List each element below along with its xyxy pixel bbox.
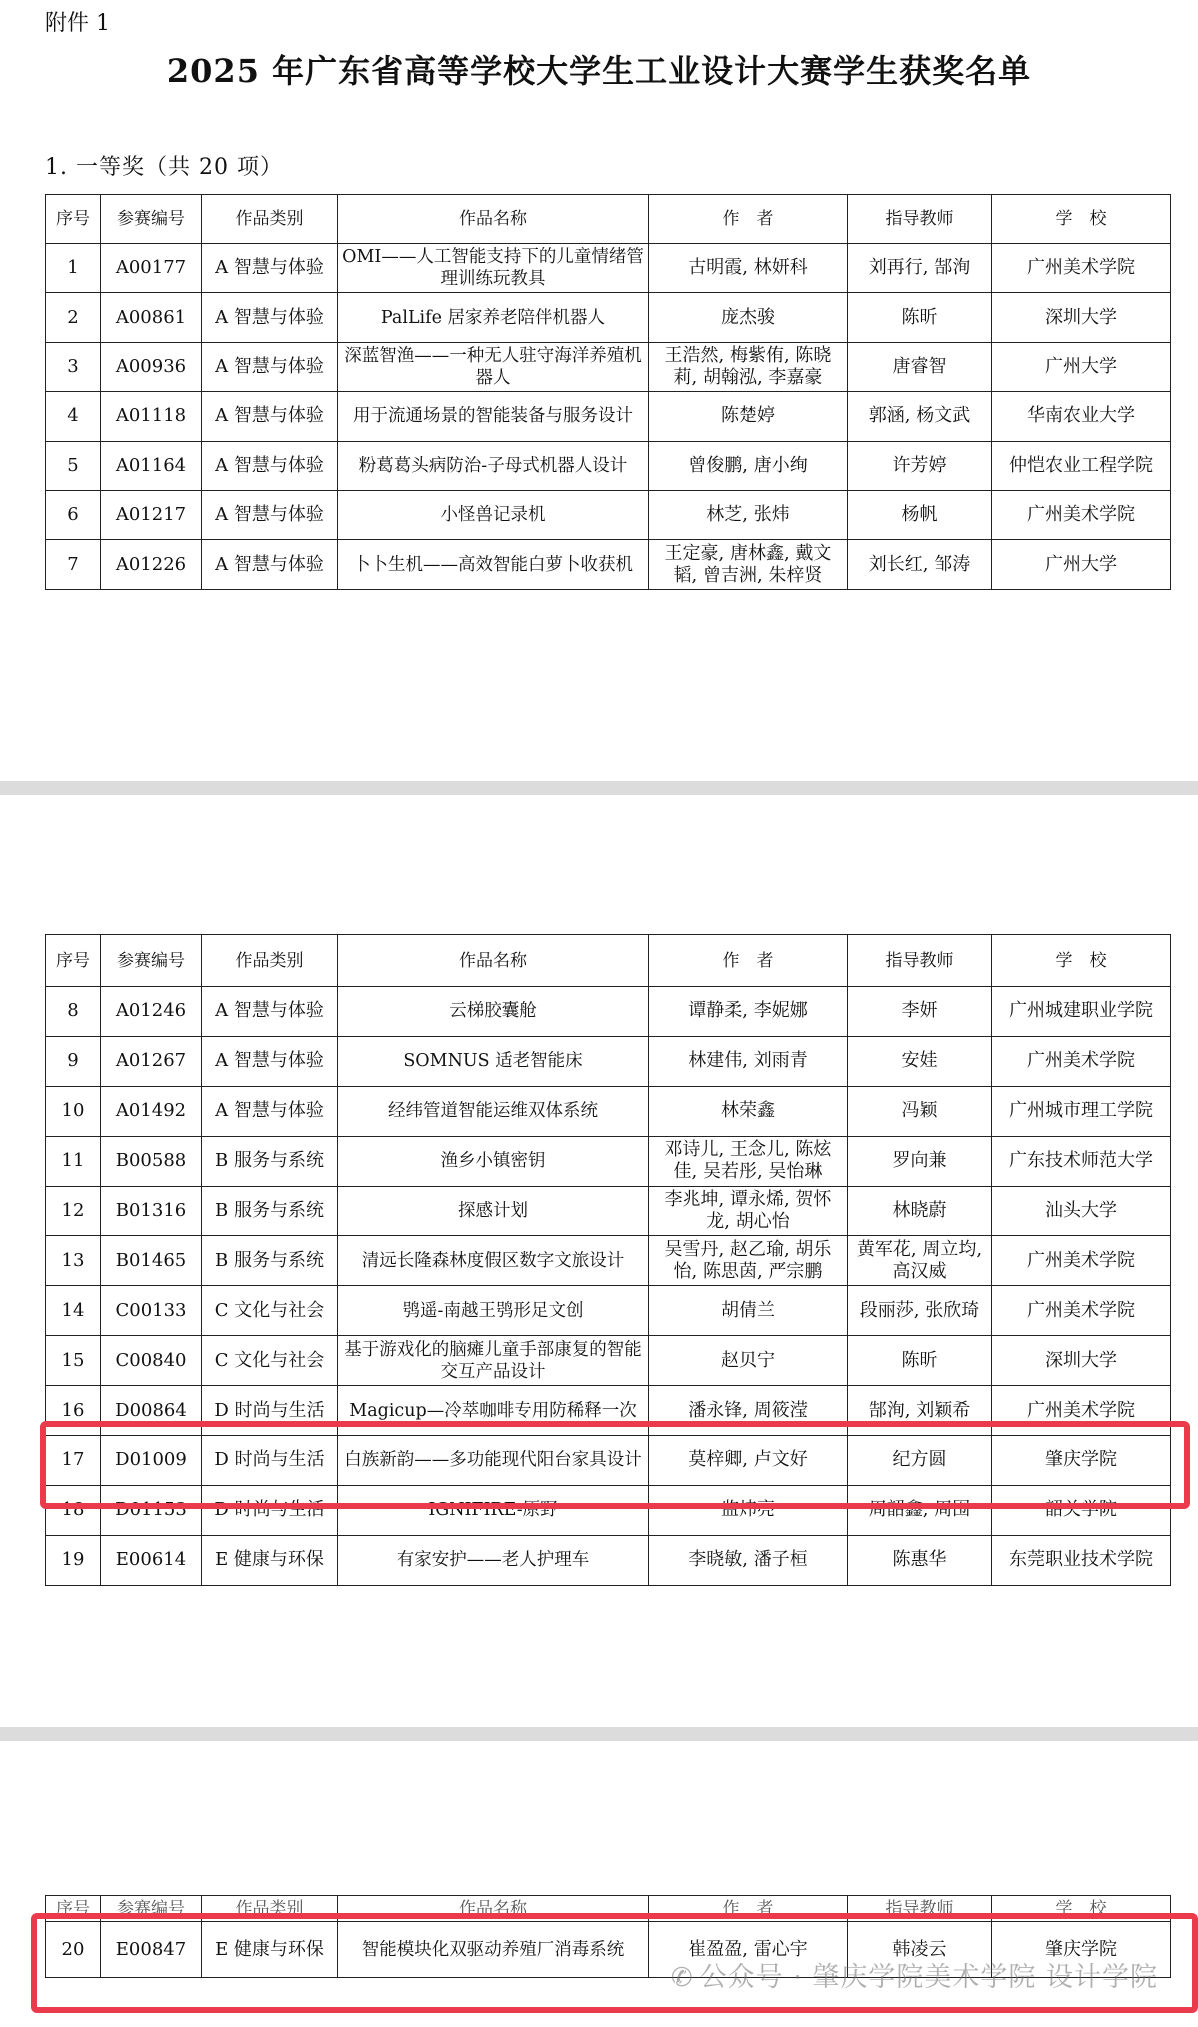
cell-entry-id: A00177 — [101, 244, 202, 293]
cell-number: 2 — [46, 293, 101, 342]
cell-number: 20 — [46, 1922, 101, 1978]
cell-authors: 吴雪丹, 赵乙瑜, 胡乐怡, 陈思茵, 严宗鹏 — [649, 1236, 848, 1286]
page-separator — [0, 781, 1198, 795]
table-header-row — [46, 935, 1171, 987]
cell-advisors: 纪方圆 — [848, 1436, 992, 1486]
table-row — [46, 1036, 1171, 1086]
table-row — [46, 1485, 1171, 1535]
cell-authors: 邓诗儿, 王念儿, 陈炫佳, 吴若彤, 吴怡琳 — [649, 1136, 848, 1186]
cell-advisors: 周韶鑫, 周围 — [848, 1485, 992, 1535]
cell-work-title: 小怪兽记录机 — [338, 490, 649, 539]
cell-number: 1 — [46, 244, 101, 293]
cell-authors: 谭静柔, 李妮娜 — [649, 987, 848, 1037]
cell-number: 7 — [46, 540, 101, 589]
cell-entry-id: A01164 — [101, 441, 202, 490]
cell-entry-id: A00936 — [101, 342, 202, 391]
cell-authors: 曾俊鹏, 唐小绚 — [649, 441, 848, 490]
cell-entry-id: C00133 — [101, 1286, 202, 1336]
table-row — [46, 392, 1171, 441]
cell-work-title: 用于流通场景的智能装备与服务设计 — [338, 392, 649, 441]
cell-number: 17 — [46, 1436, 101, 1486]
cell-category: B 服务与系统 — [202, 1236, 338, 1286]
cell-authors: 莫梓卿, 卢文好 — [649, 1436, 848, 1486]
cell-school: 广州大学 — [992, 540, 1171, 589]
cell-entry-id: D01009 — [101, 1436, 202, 1486]
cell-advisors: 许芳婷 — [848, 441, 992, 490]
cell-school: 华南农业大学 — [992, 392, 1171, 441]
column-header: 参赛编号 — [101, 195, 202, 244]
cell-number: 15 — [46, 1336, 101, 1386]
cell-work-title: OMI——人工智能支持下的儿童情绪管理训练玩教具 — [338, 244, 649, 293]
cell-work-title: SOMNUS 适老智能床 — [338, 1036, 649, 1086]
cell-category: A 智慧与体验 — [202, 441, 338, 490]
cell-authors: 王定豪, 唐林鑫, 戴文韬, 曾吉洲, 朱梓贤 — [649, 540, 848, 589]
cell-number: 19 — [46, 1535, 101, 1585]
table-row — [46, 1386, 1171, 1436]
cell-entry-id: B00588 — [101, 1136, 202, 1186]
cell-authors: 古明霞, 林妍科 — [649, 244, 848, 293]
cell-advisors: 冯颖 — [848, 1086, 992, 1136]
table-row — [46, 540, 1171, 589]
page-title: 2025 年广东省高等学校大学生工业设计大赛学生获奖名单 — [166, 52, 1032, 90]
cell-authors: 林建伟, 刘雨青 — [649, 1036, 848, 1086]
column-header: 作 者 — [649, 195, 848, 244]
cell-advisors: 韩凌云 — [848, 1922, 992, 1978]
cell-authors: 崔盈盈, 雷心宇 — [649, 1922, 848, 1978]
cell-entry-id: B01465 — [101, 1236, 202, 1286]
table-row — [46, 987, 1171, 1037]
cell-entry-id: E00614 — [101, 1535, 202, 1585]
table-row — [46, 1286, 1171, 1336]
cell-authors: 监炜亮 — [649, 1485, 848, 1535]
awards-table-page-2 — [45, 934, 1171, 1586]
cell-school: 深圳大学 — [992, 293, 1171, 342]
cell-authors: 赵贝宁 — [649, 1336, 848, 1386]
cell-authors: 李晓敏, 潘子桓 — [649, 1535, 848, 1585]
column-header: 序号 — [46, 935, 101, 987]
wechat-icon: ✆ — [670, 1963, 694, 1993]
cell-number: 12 — [46, 1186, 101, 1236]
cell-school: 汕头大学 — [992, 1186, 1171, 1236]
cell-school: 广州美术学院 — [992, 1286, 1171, 1336]
cell-number: 11 — [46, 1136, 101, 1186]
cell-advisors: 陈惠华 — [848, 1535, 992, 1585]
cell-work-title: 卜卜生机——高效智能白萝卜收获机 — [338, 540, 649, 589]
cell-entry-id: A01217 — [101, 490, 202, 539]
cell-work-title: PalLife 居家养老陪伴机器人 — [338, 293, 649, 342]
cell-work-title: 经纬管道智能运维双体系统 — [338, 1086, 649, 1136]
table-row — [46, 1236, 1171, 1286]
cell-work-title: 探感计划 — [338, 1186, 649, 1236]
table-row — [46, 1086, 1171, 1136]
table-row — [46, 1186, 1171, 1236]
cell-entry-id: E00847 — [101, 1922, 202, 1978]
cell-advisors: 陈昕 — [848, 1336, 992, 1386]
watermark-text: 公众号 · 肇庆学院美术学院 设计学院 — [699, 1962, 1158, 1993]
table-row — [46, 1436, 1171, 1486]
cell-school: 肇庆学院 — [992, 1922, 1171, 1978]
cell-school: 广州城市理工学院 — [992, 1086, 1171, 1136]
cell-entry-id: A01267 — [101, 1036, 202, 1086]
cell-category: A 智慧与体验 — [202, 293, 338, 342]
column-header: 作 者 — [649, 1896, 848, 1922]
cell-authors: 王浩然, 梅紫侑, 陈晓莉, 胡翰泓, 李嘉豪 — [649, 342, 848, 391]
cell-school: 广州美术学院 — [992, 490, 1171, 539]
cell-authors: 潘永锋, 周筱滢 — [649, 1386, 848, 1436]
table-row — [46, 441, 1171, 490]
cell-work-title: 渔乡小镇密钥 — [338, 1136, 649, 1186]
cell-school: 肇庆学院 — [992, 1436, 1171, 1486]
cell-authors: 李兆坤, 谭永烯, 贺怀龙, 胡心怡 — [649, 1186, 848, 1236]
column-header: 作品类别 — [202, 195, 338, 244]
cell-number: 4 — [46, 392, 101, 441]
cell-work-title: 深蓝智渔——一种无人驻守海洋养殖机器人 — [338, 342, 649, 391]
table-row — [46, 244, 1171, 293]
cell-advisors: 郜洵, 刘颖希 — [848, 1386, 992, 1436]
cell-school: 广州美术学院 — [992, 1236, 1171, 1286]
cell-entry-id: D00864 — [101, 1386, 202, 1436]
cell-advisors: 陈昕 — [848, 293, 992, 342]
cell-number: 10 — [46, 1086, 101, 1136]
cell-category: D 时尚与生活 — [202, 1485, 338, 1535]
cell-advisors: 林晓蔚 — [848, 1186, 992, 1236]
cell-category: D 时尚与生活 — [202, 1386, 338, 1436]
cell-advisors: 李妍 — [848, 987, 992, 1037]
section-title: 1. 一等奖（共 20 项） — [45, 155, 283, 180]
cell-category: A 智慧与体验 — [202, 392, 338, 441]
column-header: 学 校 — [992, 935, 1171, 987]
cell-category: D 时尚与生活 — [202, 1436, 338, 1486]
cell-work-title: 智能模块化双驱动养殖厂消毒系统 — [338, 1922, 649, 1978]
column-header: 作 者 — [649, 935, 848, 987]
column-header: 指导教师 — [848, 195, 992, 244]
table-header-row — [46, 195, 1171, 244]
table-row — [46, 342, 1171, 391]
cell-number: 18 — [46, 1485, 101, 1535]
cell-school: 深圳大学 — [992, 1336, 1171, 1386]
cell-category: C 文化与社会 — [202, 1336, 338, 1386]
column-header: 指导教师 — [848, 935, 992, 987]
attachment-label: 附件 1 — [45, 11, 110, 36]
cell-work-title: 云梯胶囊舱 — [338, 987, 649, 1037]
cell-work-title: 基于游戏化的脑瘫儿童手部康复的智能交互产品设计 — [338, 1336, 649, 1386]
cell-entry-id: D01153 — [101, 1485, 202, 1535]
column-header: 参赛编号 — [101, 1896, 202, 1922]
cell-work-title: 鸮遥-南越王鸮形足文创 — [338, 1286, 649, 1336]
cell-entry-id: A01246 — [101, 987, 202, 1037]
cell-category: E 健康与环保 — [202, 1922, 338, 1978]
cell-school: 韶关学院 — [992, 1485, 1171, 1535]
cell-authors: 胡倩兰 — [649, 1286, 848, 1336]
cell-advisors: 杨帆 — [848, 490, 992, 539]
cell-work-title: IGNIFIRE-原野 — [338, 1485, 649, 1535]
cell-category: E 健康与环保 — [202, 1535, 338, 1585]
cell-advisors: 黄军花, 周立均, 高汉威 — [848, 1236, 992, 1286]
column-header: 学 校 — [992, 1896, 1171, 1922]
cell-school: 广州美术学院 — [992, 244, 1171, 293]
cell-advisors: 郭涵, 杨文武 — [848, 392, 992, 441]
cell-entry-id: A00861 — [101, 293, 202, 342]
cell-category: A 智慧与体验 — [202, 342, 338, 391]
cell-category: A 智慧与体验 — [202, 987, 338, 1037]
table-row — [46, 1136, 1171, 1186]
column-header: 学 校 — [992, 195, 1171, 244]
cell-school: 广州大学 — [992, 342, 1171, 391]
cell-advisors: 唐睿智 — [848, 342, 992, 391]
cell-category: A 智慧与体验 — [202, 1086, 338, 1136]
cell-school: 东莞职业技术学院 — [992, 1535, 1171, 1585]
page-separator — [0, 1727, 1198, 1741]
column-header: 作品名称 — [338, 1896, 649, 1922]
cell-school: 广州城建职业学院 — [992, 987, 1171, 1037]
cell-number: 3 — [46, 342, 101, 391]
cell-entry-id: C00840 — [101, 1336, 202, 1386]
cell-school: 仲恺农业工程学院 — [992, 441, 1171, 490]
cell-number: 6 — [46, 490, 101, 539]
cell-category: C 文化与社会 — [202, 1286, 338, 1336]
awards-table-page-1 — [45, 194, 1171, 590]
table-header-row — [46, 1896, 1171, 1922]
cell-work-title: 白族新韵——多功能现代阳台家具设计 — [338, 1436, 649, 1486]
cell-advisors: 刘长红, 邹涛 — [848, 540, 992, 589]
cell-entry-id: A01226 — [101, 540, 202, 589]
table-row — [46, 490, 1171, 539]
cell-work-title: Magicup—冷萃咖啡专用防稀释一次 — [338, 1386, 649, 1436]
cell-category: B 服务与系统 — [202, 1186, 338, 1236]
cell-number: 9 — [46, 1036, 101, 1086]
cell-work-title: 粉葛葛头病防治-子母式机器人设计 — [338, 441, 649, 490]
column-header: 作品类别 — [202, 1896, 338, 1922]
cell-school: 广州美术学院 — [992, 1036, 1171, 1086]
column-header: 参赛编号 — [101, 935, 202, 987]
cell-category: A 智慧与体验 — [202, 490, 338, 539]
cell-category: A 智慧与体验 — [202, 540, 338, 589]
cell-category: A 智慧与体验 — [202, 1036, 338, 1086]
cell-school: 广东技术师范大学 — [992, 1136, 1171, 1186]
cell-category: B 服务与系统 — [202, 1136, 338, 1186]
table-row — [46, 1336, 1171, 1386]
cell-number: 14 — [46, 1286, 101, 1336]
table-row — [46, 293, 1171, 342]
cell-entry-id: B01316 — [101, 1186, 202, 1236]
column-header: 作品类别 — [202, 935, 338, 987]
cell-work-title: 有家安护——老人护理车 — [338, 1535, 649, 1585]
cell-number: 8 — [46, 987, 101, 1037]
cell-advisors: 段丽莎, 张欣琦 — [848, 1286, 992, 1336]
cell-advisors: 罗向兼 — [848, 1136, 992, 1186]
cell-number: 5 — [46, 441, 101, 490]
column-header: 序号 — [46, 1896, 101, 1922]
cell-school: 广州美术学院 — [992, 1386, 1171, 1436]
table-row — [46, 1535, 1171, 1585]
cell-number: 16 — [46, 1386, 101, 1436]
cell-number: 13 — [46, 1236, 101, 1286]
cell-advisors: 刘再行, 郜洵 — [848, 244, 992, 293]
cell-authors: 陈楚婷 — [649, 392, 848, 441]
column-header: 作品名称 — [338, 195, 649, 244]
cell-entry-id: A01492 — [101, 1086, 202, 1136]
watermark — [671, 1955, 1158, 1994]
cell-category: A 智慧与体验 — [202, 244, 338, 293]
cell-authors: 林荣鑫 — [649, 1086, 848, 1136]
column-header: 指导教师 — [848, 1896, 992, 1922]
cell-authors: 庞杰骏 — [649, 293, 848, 342]
column-header: 作品名称 — [338, 935, 649, 987]
cell-advisors: 安娃 — [848, 1036, 992, 1086]
column-header: 序号 — [46, 195, 101, 244]
cell-authors: 林芝, 张炜 — [649, 490, 848, 539]
cell-work-title: 清远长隆森林度假区数字文旅设计 — [338, 1236, 649, 1286]
cell-entry-id: A01118 — [101, 392, 202, 441]
